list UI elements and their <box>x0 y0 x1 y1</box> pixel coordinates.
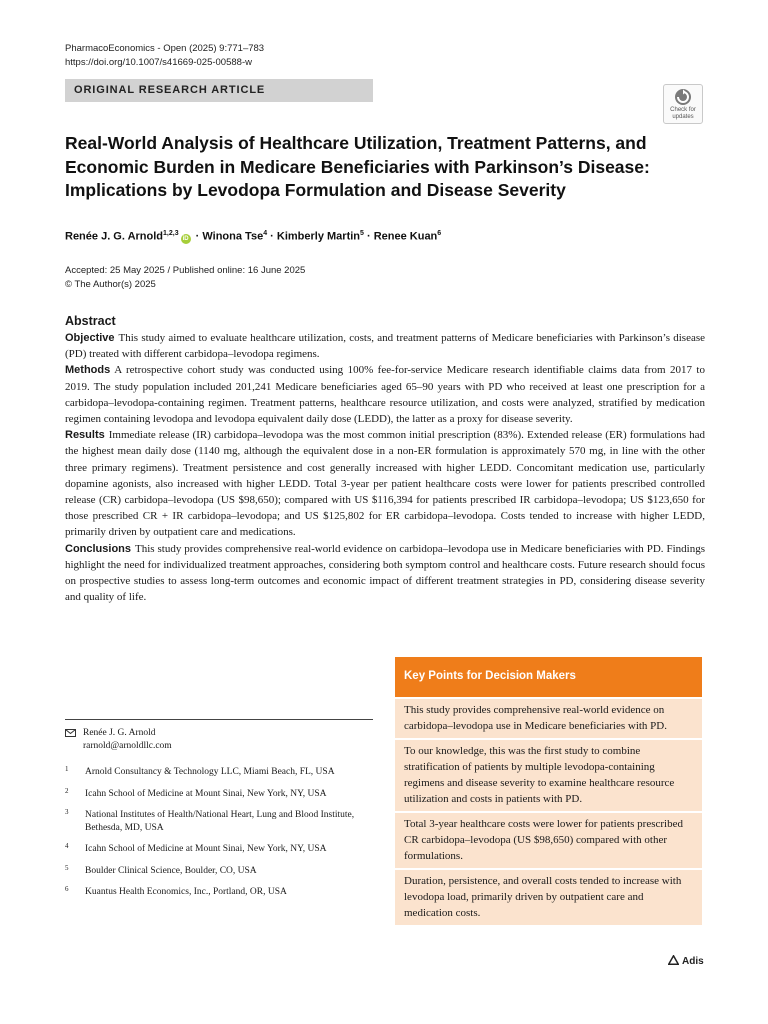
copyright-line: © The Author(s) 2025 <box>65 279 156 290</box>
affiliations <box>65 766 365 908</box>
affiliation-number: 3 <box>65 808 69 816</box>
author-affiliation-marks: 4 <box>263 230 268 237</box>
affiliation-number: 4 <box>65 842 69 850</box>
key-points-heading: Key Points for Decision Makers <box>395 657 702 697</box>
author-separator: · <box>267 230 277 243</box>
key-points-box <box>395 657 702 925</box>
affiliation <box>65 809 365 834</box>
publisher-name: Adis <box>682 956 704 967</box>
adis-triangle-icon <box>668 955 679 965</box>
key-point-item: Total 3-year healthcare costs were lower for patients prescribed CR carbidopa–levodopa (US $98,650) compared with other formulations. <box>395 813 702 868</box>
journal-citation: PharmacoEconomics - Open (2025) 9:771–783 <box>65 43 265 54</box>
section-text: A retrospective cohort study was conducted using 100% fee-for-service Medicare research identifiable claims data from 2017 to 2019. The study population included 201,241 Medicare beneficiaries aged 65–90 years with PD who received at least one prescription for a carbidopa–levodopa-containing regimen. Treatment patterns, healthcare resource utilization, and costs were analyzed, stratified by medication regimen containing levodopa and levodopa equivalent daily dose (LEDD), the latter as a proxy for disease severity. <box>65 364 705 426</box>
footnote-divider <box>65 719 373 720</box>
article-title: Real-World Analysis of Healthcare Utilization, Treatment Patterns, and Economic Burden in Medicare Beneficiaries with Parkinson’s Disease: Implications by Levodopa Formulation and Disease Severity <box>65 133 650 200</box>
check-for-updates-badge[interactable] <box>663 84 703 124</box>
author-name[interactable]: Renée J. G. Arnold <box>65 230 164 243</box>
affiliation-number: 2 <box>65 786 69 795</box>
affiliation-number: 6 <box>65 885 69 893</box>
author-name[interactable]: Renee Kuan <box>373 230 438 243</box>
journal-header <box>65 42 264 70</box>
article-type-banner: ORIGINAL RESEARCH ARTICLE <box>65 79 373 102</box>
abstract-section-conclusions <box>65 541 705 606</box>
publication-dates <box>65 264 305 292</box>
affiliation-number: 5 <box>65 863 69 872</box>
section-label: Methods <box>65 364 111 377</box>
key-point-item: To our knowledge, this was the first study to combine stratification of patients by multiple levodopa-containing regimens and disease severity to examine healthcare resource utilization and costs in patients with PD. <box>395 740 702 811</box>
author-affiliation-marks: 1,2,3 <box>163 230 179 237</box>
accepted-published-date: Accepted: 25 May 2025 / Published online: 16 June 2025 <box>65 265 306 276</box>
envelope-icon <box>65 729 76 737</box>
section-text: Immediate release (IR) carbidopa–levodopa was the most common initial prescription (83%). Extended release (ER) formulations had the highest mean daily dose (1140 mg, although the equivalent dose in a non-ER formulation is approximately 570 mg, in line with the other three primary regimens). Treatment persistence and cost generally increased with higher LEDD. Concomitant medication use, particularly dopamine agonists, also increased with higher LEDD. Total 3-year per patient healthcare costs were lower for patients prescribed controlled release (CR) carbidopa–levodopa (US $98,650); compared with US $116,394 for patients prescribed IR carbidopa–levodopa; US $123,650 for those prescribed CR + IR carbidopa–levodopa; and US $125,802 for ER carbidopa–levodopa. Costs tended to increase with higher LEDD, primarily driven by outpatient care and medications. <box>65 429 705 539</box>
publisher-logo <box>668 955 704 967</box>
affiliation-text: Boulder Clinical Science, Boulder, CO, USA <box>85 865 257 876</box>
abstract-section-objective <box>65 330 705 362</box>
abstract-section-results <box>65 427 705 540</box>
correspondence-name: Renée J. G. Arnold <box>83 728 156 738</box>
check-updates-label: Check for updates <box>670 107 696 120</box>
correspondence <box>65 727 172 753</box>
check-updates-icon <box>674 88 692 106</box>
author-separator: · <box>192 230 203 243</box>
author-affiliation-marks: 5 <box>360 230 364 237</box>
affiliation <box>65 766 365 779</box>
section-label: Conclusions <box>65 542 132 555</box>
section-label: Results <box>65 429 105 442</box>
orcid-icon[interactable]: iD <box>182 235 189 242</box>
section-label: Objective <box>65 332 115 344</box>
affiliation-number: 1 <box>65 765 69 773</box>
doi-link[interactable]: https://doi.org/10.1007/s41669-025-00588-w <box>65 57 252 68</box>
author-name[interactable]: Kimberly Martin <box>276 230 361 243</box>
affiliation <box>65 788 365 801</box>
affiliation-text: Icahn School of Medicine at Mount Sinai, New York, NY, USA <box>85 788 327 799</box>
affiliation-text: Arnold Consultancy & Technology LLC, Miami Beach, FL, USA <box>85 767 335 777</box>
affiliation-text: Icahn School of Medicine at Mount Sinai, New York, NY, USA <box>85 844 327 854</box>
abstract <box>65 313 705 605</box>
affiliation-text: National Institutes of Health/National Heart, Lung and Blood Institute, Bethesda, MD, USA <box>85 810 355 833</box>
key-point-item: This study provides comprehensive real-world evidence on carbidopa–levodopa use in Medicare beneficiaries with PD. <box>395 699 702 738</box>
section-text: This study aimed to evaluate healthcare utilization, costs, and treatment patterns of Medicare beneficiaries with Parkinson’s disease (PD) treated with different carbidopa–levodopa regimens. <box>65 332 705 361</box>
affiliation-text: Kuantus Health Economics, Inc., Portland, OR, USA <box>85 887 287 897</box>
correspondence-email[interactable]: rarnold@arnoldllc.com <box>83 741 172 751</box>
key-point-item: Duration, persistence, and overall costs tended to increase with levodopa load, primarily driven by outpatient care and medication costs. <box>395 870 702 925</box>
affiliation <box>65 843 365 856</box>
author-separator: · <box>363 230 374 243</box>
affiliation <box>65 865 365 878</box>
section-text: This study provides comprehensive real-world evidence on carbidopa–levodopa use in Medicare beneficiaries with PD. Findings highlight the need for individualized treatment approaches, considering both symptom control and healthcare costs. Future research should focus on prospective studies to assess long-term outcomes and economic impact of different treatment strategies in PD, considering disease severity and quality of life. <box>65 542 705 604</box>
affiliation <box>65 886 365 899</box>
abstract-section-methods <box>65 362 705 427</box>
author-affiliation-marks: 6 <box>437 230 442 237</box>
abstract-heading: Abstract <box>65 314 116 328</box>
author-name[interactable]: Winona Tse <box>202 230 264 243</box>
author-list <box>65 226 705 245</box>
